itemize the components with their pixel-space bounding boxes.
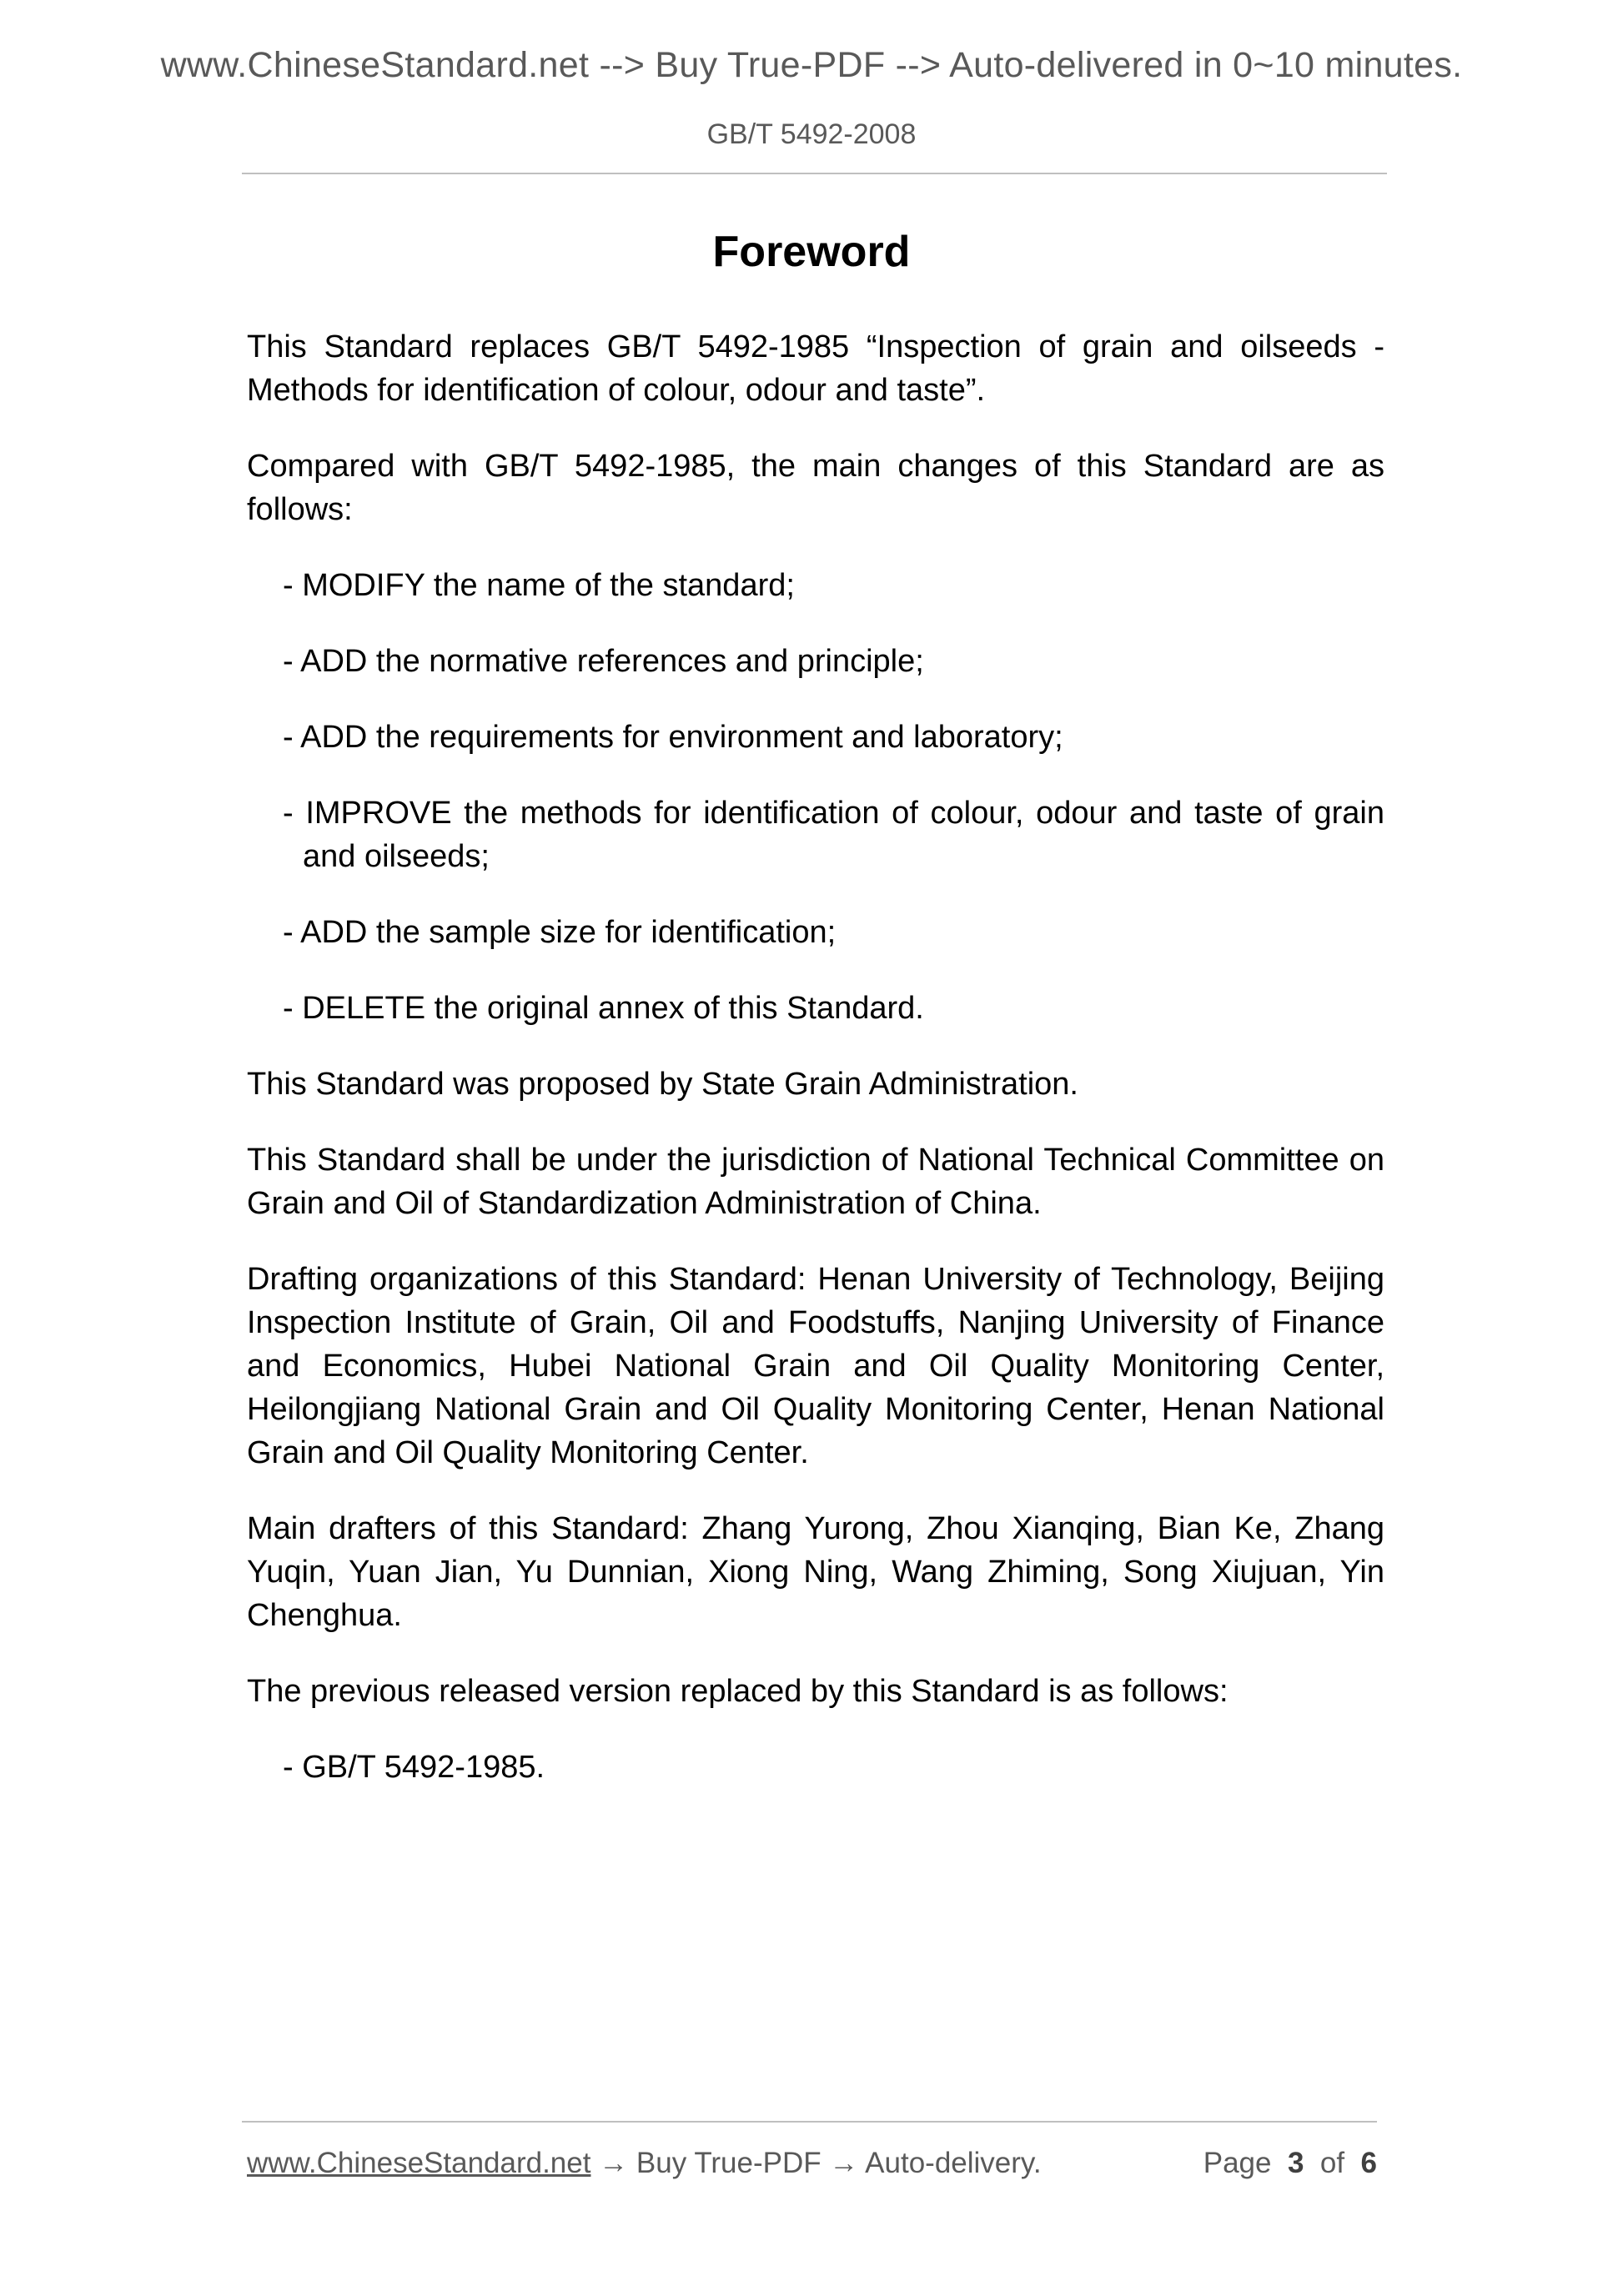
- list-item-previous-version: - GB/T 5492-1985.: [283, 1750, 545, 1785]
- page-of-label: of: [1319, 2147, 1345, 2179]
- list-item-change: - ADD the sample size for identification;: [283, 915, 837, 950]
- paragraph-changes-intro: Compared with GB/T 5492-1985, the main changes of this Standard are as follows:: [247, 449, 1384, 527]
- footer-site-link[interactable]: www.ChineseStandard.net: [247, 2147, 591, 2179]
- paragraph-drafting-organizations: Drafting organizations of this Standard: Henan University of Technology, Beijing Inspection Institute of Grain, Oil and Foodstuffs, Nanjing University of Finance and Economics, Hubei National Grain and Oil Quality Monitoring Center, Heilongjiang National Grain and Oil Quality Monitoring Center, Henan National Grain and Oil Quality Monitoring Center.: [247, 1262, 1384, 1470]
- footer-promo: [247, 2147, 1042, 2180]
- page-current: 3: [1287, 2147, 1304, 2179]
- document-body: [247, 325, 1384, 1821]
- list-item-change: - ADD the requirements for environment and laboratory;: [283, 720, 1063, 755]
- page-title: Foreword: [712, 228, 911, 276]
- list-item-change: - MODIFY the name of the standard;: [283, 568, 795, 603]
- footer-divider: [242, 2121, 1377, 2123]
- list-item-change: - DELETE the original annex of this Standard.: [283, 991, 924, 1026]
- page-total: 6: [1360, 2147, 1377, 2179]
- footer-promo-text: → Buy True-PDF → Auto-delivery.: [590, 2147, 1042, 2179]
- page-label: Page: [1203, 2147, 1272, 2179]
- paragraph-main-drafters: Main drafters of this Standard: Zhang Yurong, Zhou Xianqing, Bian Ke, Zhang Yuqin, Yuan Jian, Yu Dunnian, Xiong Ning, Wang Zhiming, Song Xiujuan, Yin Chenghua.: [247, 1511, 1384, 1633]
- standard-code: GB/T 5492-2008: [706, 118, 917, 150]
- paragraph-replaces: This Standard replaces GB/T 5492-1985 “Inspection of grain and oilseeds - Methods for identification of colour, odour and taste”.: [247, 329, 1384, 408]
- paragraph-previous-version: The previous released version replaced by this Standard is as follows:: [247, 1674, 1229, 1709]
- paragraph-jurisdiction: This Standard shall be under the jurisdiction of National Technical Committee on Grain and Oil of Standardization Administration of China.: [247, 1143, 1384, 1221]
- paragraph-proposed-by: This Standard was proposed by State Grain Administration.: [247, 1067, 1078, 1102]
- top-banner: www.ChineseStandard.net --> Buy True-PDF --> Auto-delivered in 0~10 minutes.: [160, 45, 1463, 85]
- header-divider: [242, 173, 1387, 174]
- list-item-change: - ADD the normative references and principle;: [283, 644, 924, 679]
- page-number: [1203, 2147, 1377, 2180]
- list-item-change: - IMPROVE the methods for identification of colour, odour and taste of grain and oilseeds;: [283, 796, 1384, 874]
